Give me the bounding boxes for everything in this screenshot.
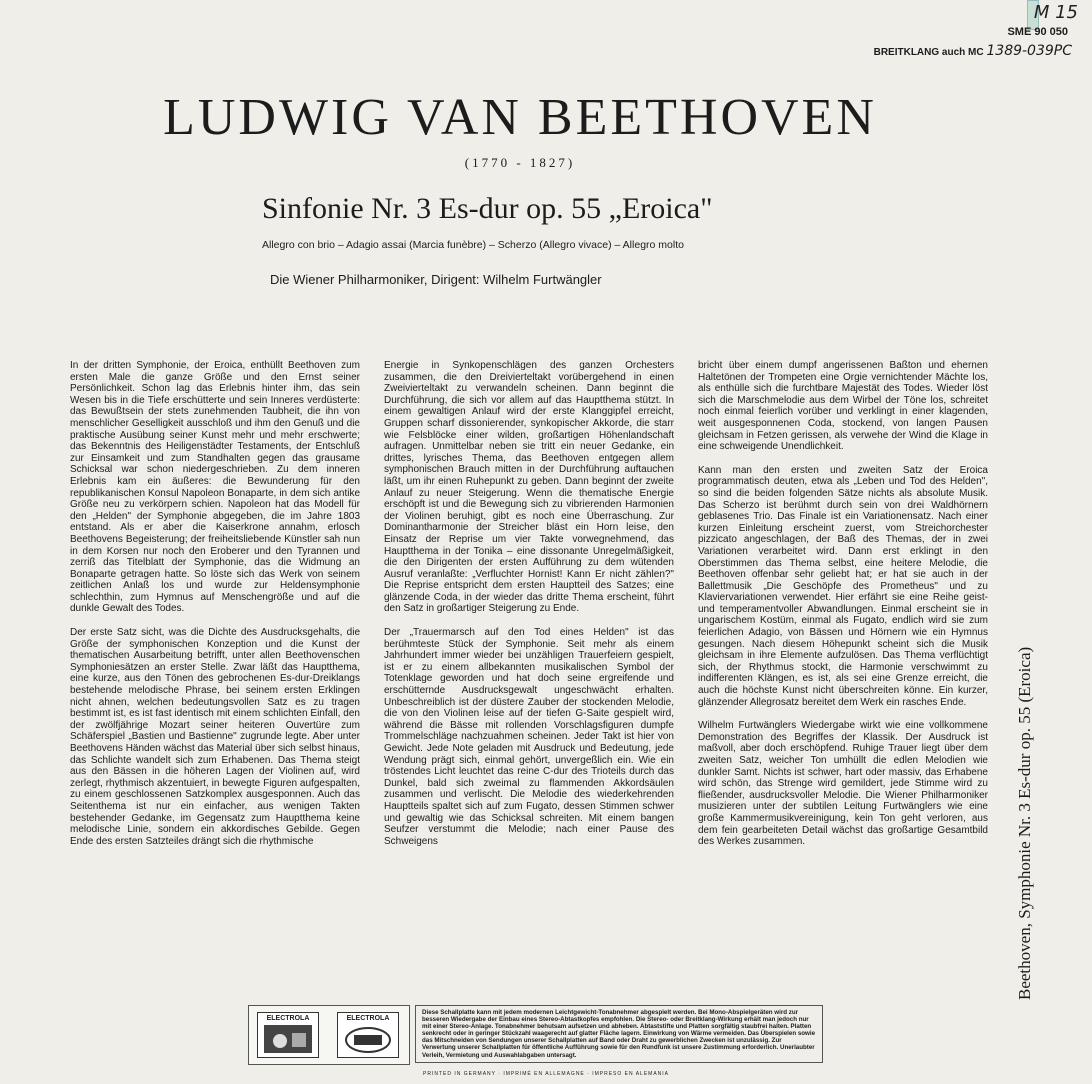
liner-paragraph: Energie in Synkopenschlägen des ganzen Orchesters zusammen, die den Dreivierteltakt vorübergehend in einen Zweivierteltakt zu verwandeln scheinen. Dann beginnt die Durchführung, die sich vor allem auf das Hauptthema stützt. In einem gewaltigen Anlauf wird der erste Klanggipfel erreicht, Gruppen scharf dissonierender, synkopischer Akkorde, die starr wie Felsblöcke einer wilden, großartigen Höhenlandschaft aufragen. Unmittelbar neben sie tritt ein neuer Gedanke, ein drittes, lyrisches Thema, das Beethoven entgegen allem symphonischen Brauch mitten in der Durchführung auftauchen läßt, um ihr einen Ruhepunkt zu geben. Dann beginnt der zweite Anlauf zu neuer Steigerung. Wenn die thematische Energie erschöpft ist und die Bewegung sich zu vibrierenden Harmonien der Violinen beruhigt, gibt es noch eine Überraschung. Zur Dominantharmonie der Streicher bläst ein Horn leise, den Einsatz der Reprise um vier Takte vorwegnehmend, das Hauptthema in der Tonika – eine dissonante Unregelmäßigkeit, die den Dirigenten der ersten Aufführung zu dem wütenden Ausruf veranlaßte: „Verfluchter Hornist! Kann Er nicht zählen?" Die Reprise entspricht dem ersten Hauptteil des Satzes; eine glänzende Coda, in der wieder das dritte Thema erscheint, führt den Satz in großartiger Steigerung zu Ende. (384, 360, 674, 615)
composer-name: LUDWIG VAN BEETHOVEN (163, 89, 877, 146)
liner-notes-column-3 (698, 360, 988, 860)
liner-paragraph: In der dritten Symphonie, der Eroica, enthüllt Beethoven zum ersten Male die ganze Größe und den Ernst seiner Persönlichkeit. Schon lag das Erlebnis hinter ihm, das sein Wesen bis in die Tiefe erschütterte und sein Inneres verdüsterte: das Bewußtsein der stets zunehmenden Taubheit, die ihn von menschlicher Geselligkeit ausschloß und ihm den Genuß und die praktische Ausübung seiner Kunst mehr und mehr erschwerte; das Bekenntnis des Heiligenstädter Testaments, der Entschluß zur Einsamkeit und zum Standhalten gegen das grausame Schicksal war schon niedergeschrieben. Zu dem inneren Erlebnis kam ein äußeres: die Bewunderung für den republikanischen Konsul Napoleon Bonaparte, in dem sich antike Größe neu zu verkörpern schien. Napoleon hat das Modell für den „Helden" der Symphonie abgegeben, die im Jahre 1803 entstand. Als er aber die Kaiserkrone annahm, erlosch Beethovens Begeisterung; der freiheitsliebende Künstler sah nun in dem Korsen nur noch den Eroberer und den Tyrannen und zerriß das Titelblatt der Symphonie, das die Widmung an Bonaparte getragen hatte. So löste sich das Werk von seinem zeitlichen Anlaß los und wurde zur Heldensymphonie schlechthin, zum Hymnus auf Menschengröße und auf die dunkle Gewalt des Todes. (70, 360, 360, 615)
liner-paragraph: Der „Trauermarsch auf den Tod eines Helden" ist das berühmteste Stück der Symphonie. Seit mehr als einem Jahrhundert immer wieder bei unzähligen Trauerfeiern gespielt, ist er zu einem allbekannten musikalischen Symbol der Totenklage geworden und hat doch seine ergreifende und erschütternde Ausdrucksgewalt ungeschwächt erhalten. Unbeschreiblich ist der düstere Zauber der stockenden Melodie, die von den Violinen leise auf der tiefen G-Saite gespielt wird, während die Bässe mit rollenden Vorschlagsfiguren dumpfe Trommelschläge nachzuahmen scheinen. Jeder Takt ist hier von Gewicht. Jede Note geladen mit Ausdruck und Bedeutung, jede Wendung prägt sich, einmal gehört, unvergeßlich ein. Wie ein tröstendes Licht leuchtet das reine C-dur des Trioteils durch das Dunkel, bald sich zweimal zu flammenden Akkordsäulen zusammen und verlischt. Die Melodie des wiederkehrenden Hauptteils spaltet sich auf zum Fugato, dessen Stimmen schwer und gewaltig wie das Schicksal schreiten. Mit einem bangen Seufzer verstummt die Melodie; nach einer Pause des Schweigens (384, 627, 674, 847)
breitklang-text: BREITKLANG auch MC (873, 47, 984, 58)
liner-paragraph: Wilhelm Furtwänglers Wiedergabe wirkt wie eine vollkommene Demonstration des Begriffes der Klassik. Der Ausdruck ist maßvoll, aber doch erschöpfend. Ruhige Trauer liegt über dem zweiten Satz, weicher Ton umhüllt die edlen Melodien wie dunkler Samt. Nichts ist schwer, hart oder massiv, das Erhabene wird schön, das Strenge wird gemildert, jede Stimme wird zu fließender, ausdrucksvoller Melodie. Die Wiener Philharmoniker musizieren unter der subtilen Leitung Furtwänglers wie eine große Kammermusikvereinigung, kein Ton geht verloren, aus dem fein gearbeiteten Detail wächst das großartige Gesamtbild des Werkes zusammen. (698, 720, 988, 848)
handwritten-mc-number: 1389-039PC (986, 43, 1072, 59)
performers-line: Die Wiener Philharmoniker, Dirigent: Wilhelm Furtwängler (270, 272, 602, 287)
liner-paragraph: Kann man den ersten und zweiten Satz der Eroica programmatisch deuten, etwa als „Leben und Tod des Helden", so sind die beiden folgenden Sätze nichts als absolute Musik. Das Scherzo ist berühmt durch sein von drei Waldhörnern geblasenes Trio. Das Finale ist ein Variationensatz. Nach einer kurzen Einleitung erscheint zuerst, vom Streichorchester pizzicato angeschlagen, der Baß des Themas, der in zwei Variationen verarbeitet wird. Dann erst erklingt in den Oberstimmen das Thema selbst, eine heitere Melodie, die Beethoven offenbar sehr geliebt hat; er hat sie auch in der Ballettmusik „Die Geschöpfe des Prometheus" und zu Klaviervariationen verwendet. Hier erfährt sie eine Reihe geist- und temperamentvoller Abwandlungen. Einmal erscheint sie in ungarischem Kostüm, einmal als Fugato, endlich wird sie zum feierlichen Adagio, von Bässen und Hörnern wie ein Hymnus gesungen. Nach diesem Höhepunkt scheint sich die Musik gleichsam in ihre Elemente aufzulösen. Das Thema verflüchtigt sich, der Rhythmus stockt, die Harmonie verschwimmt zu indifferenten Klängen, es ist, als sei eine Grenze erreicht, die auch die höchste Kunst nicht überschreiten könne. Ein kurzer, glänzender Allegrosatz bereitet dem Werk ein rasches Ende. (698, 464, 988, 708)
label-logos (248, 1005, 410, 1065)
electrola-logo (257, 1012, 319, 1058)
handling-notice: Diese Schallplatte kann mit jedem modernen Leichtgewicht-Tonabnehmer abgespielt werden. Bei Mono-Abspielgeräten wird zur besseren Wiedergabe der Einbau eines Stereo-Abtastkopfes empfohlen. Die Stereo- oder Breitklang-Wirkung erhält man jedoch nur mit einer Stereo-Anlage. Tonabnehmer behutsam aufsetzen und abheben. Abtaststifte und Platten sorgfältig staubfrei halten. Platten senkrecht oder in geringer Stückzahl waagerecht auf glatter Fläche lagern. Einwirkung von Wärme vermeiden. Das Überspielen sowie das Mitschneiden von Sendungen unserer Schallplatten auf Band oder Draht zu gewerblichen Zwecken ist unzulässig. Zur Verwertung unserer Schallplatten für öffentliche Aufführung sowie für den Rundfunk ist unsere Zustimmung erforderlich. Unerlaubter Verleih, Vermietung und Auswahlabgaben untersagt. (415, 1005, 823, 1063)
movements-list: Allegro con brio – Adagio assai (Marcia funèbre) – Scherzo (Allegro vivace) – Allegro molto (262, 239, 684, 251)
printed-in-germany: PRINTED IN GERMANY · IMPRIMÉ EN ALLEMAGNE · IMPRESO EN ALEMANIA (423, 1071, 669, 1077)
liner-paragraph: Der erste Satz sicht, was die Dichte des Ausdrucksgehalts, die Größe der symphonischen Konzeption und die Kunst der thematischen Ausarbeitung betrifft, unter allen Beethovenschen Symphoniesätzen an erster Stelle. Zwar läßt das Hauptthema, eine kurze, aus den Tönen des gebrochenen Es-dur-Dreiklangs bestehende melodische Phrase, bei seinem ersten Erklingen nicht ahnen, welchen bedeutungsvollen Satz es zu tragen bestimmt ist, es ist fast identisch mit einem schlichten Einfall, den der zwölfjährige Mozart seiner heiteren Ouvertüre zum Schäferspiel „Bastien und Bastienne" zugrunde legte. Aber unter Beethovens Händen wächst das Material über sich selbst hinaus, das Schlichte wandelt sich zum Erhabenen. Das Thema steigt aus den Bässen in die höheren Lagen der Violinen auf, wird zerlegt, rhythmisch akzentuiert, in bewegte Figuren aufgespalten, zu einem geschlossenen Satzkomplex ausgesponnen. Auch das Seitenthema ist nur ein einfacher, aus wenigen Takten bestehender Gedanke, im Gegensatz zum Hauptthema keine melodische Linie, sondern ein akkordisches Gebilde. Gegen Ende des ersten Satzteiles drängt sich die rhythmische (70, 627, 360, 847)
liner-paragraph: bricht über einem dumpf angerissenen Baßton und ehernen Haltetönen der Trompeten eine Orgie vernichtender Mächte los, als enthülle sich die furchtbare Majestät des Todes. Wieder löst sich die Marschmelodie aus dem Wirbel der Töne los, schreitet noch einmal feierlich vorüber und verklingt in einer klagenden, weit ausgesponnenen Coda, stockend, von langen Pausen gleichsam in Fetzen gerissen, als verwehe der Wind die Klage in eine schweigende Unendlichkeit. (698, 360, 988, 453)
liner-notes-column-1 (70, 360, 360, 859)
catalog-number: SME 90 050 (1007, 26, 1068, 38)
emi-logo-text: ELECTROLA (346, 1015, 390, 1022)
composer-dates: (1770 - 1827) (464, 155, 576, 170)
spine-text: Beethoven, Symphonie Nr. 3 Es-dur op. 55 (Eroica) (1015, 646, 1034, 1000)
handwritten-note: M 15 (1033, 2, 1078, 23)
electrola-logo-text: ELECTROLA (266, 1015, 310, 1022)
emi-logo (337, 1012, 399, 1058)
liner-notes-column-2 (384, 360, 674, 859)
work-title: Sinfonie Nr. 3 Es-dur op. 55 „Eroica" (262, 192, 713, 225)
breitklang-label (874, 43, 1072, 59)
